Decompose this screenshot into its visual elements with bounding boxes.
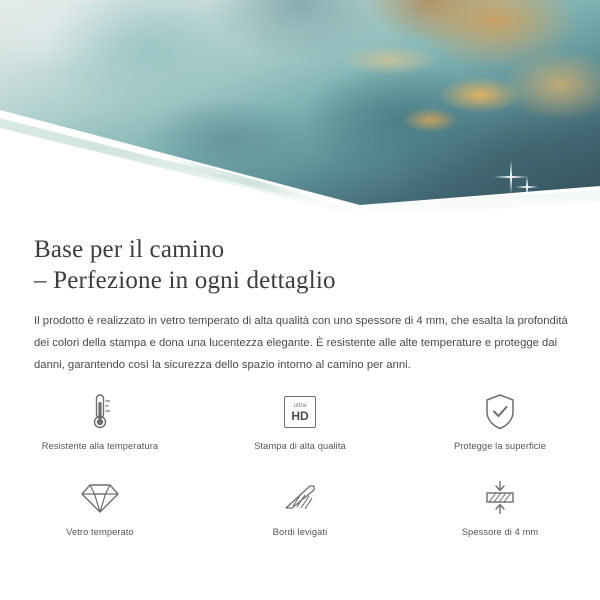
body-paragraph: Il prodotto è realizzato in vetro temperato di alta qualità con uno spessore di 4 mm, che esalta la profondità dei colori della stampa e dona una lucentezza elegante. È resistente alle alte temperature e protegge dai danni, garantendo così la sicurezza dello spazio intorno al camino per anni. [34,315,568,371]
feature-grid [0,390,600,554]
feature-item [200,390,400,468]
feature-label: Stampa di alta qualità [254,441,346,451]
feature-label: Resistente alla temperatura [41,441,159,451]
feature-item [200,476,400,554]
headline-line-2: – Perfezione in ogni dettaglio [34,267,336,294]
polished-edges-icon [283,476,317,520]
feature-item [0,476,200,554]
feature-label: Spessore di 4 mm [461,527,539,537]
text-content [0,222,600,376]
marble-print-surface [0,0,600,205]
ultra-hd-badge-main: HD [291,408,309,423]
feature-label: Vetro temperato [66,527,134,537]
feature-label: Protegge la superficie [453,441,547,451]
headline-line-1: Base per il camino [34,236,225,263]
hero-image [0,0,600,222]
thermometer-icon [85,390,115,434]
thickness-icon [483,476,517,520]
feature-label: Bordi levigati [272,527,328,537]
feature-item [400,476,600,554]
ultra-hd-icon [284,390,316,434]
ultra-hd-badge-top: ultra [293,402,307,409]
feature-item [0,390,200,468]
page-title [0,222,600,296]
diamond-icon [81,476,119,520]
feature-item [400,390,600,468]
shield-check-icon [483,390,517,434]
